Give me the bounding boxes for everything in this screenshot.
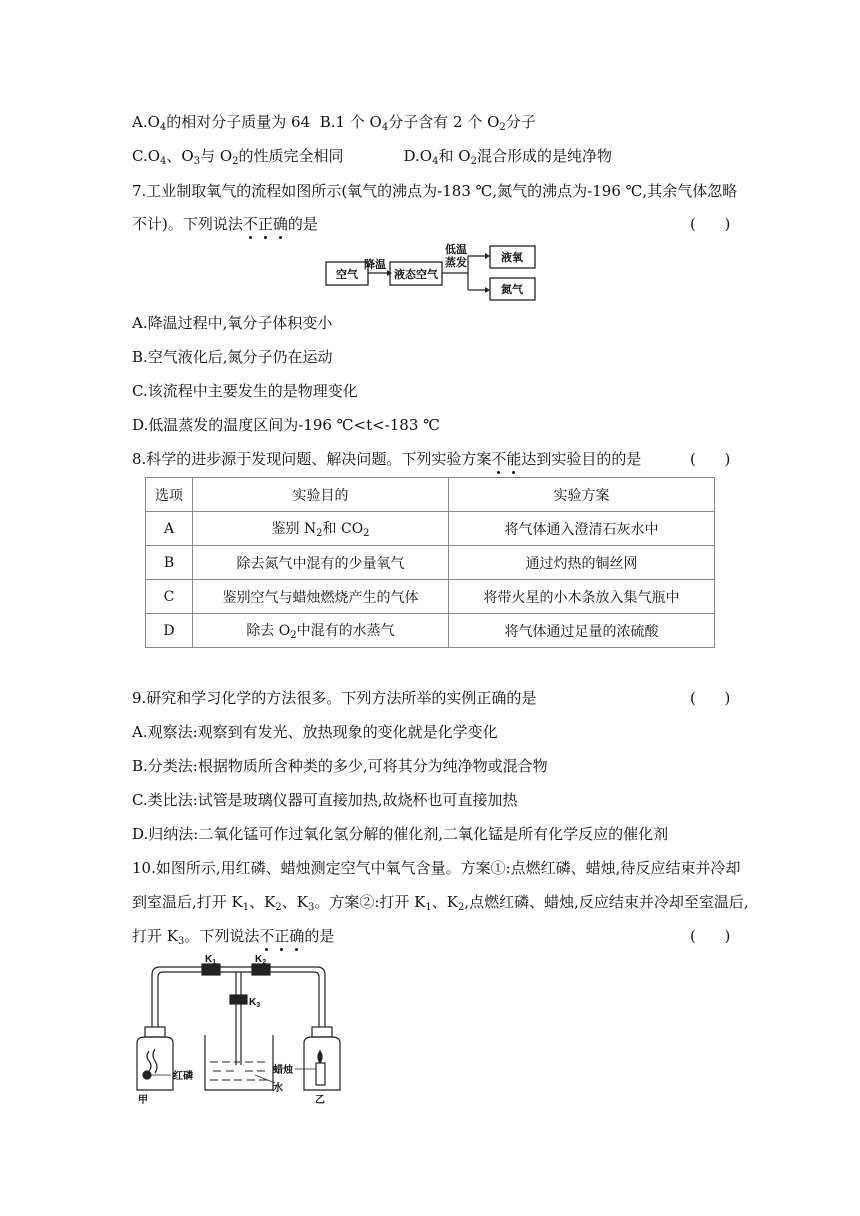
label-candle: 蜡烛	[273, 1065, 293, 1076]
q7-stem-line1: 7.工业制取氧气的流程如图所示(氧气的沸点为-183 ℃,氮气的沸点为-196 ℃,其余气体忽略	[132, 182, 738, 200]
q10-apparatus-diagram	[125, 955, 370, 1105]
red-phosphorus	[143, 1071, 151, 1079]
row-option: A	[146, 512, 193, 546]
row-plan: 将气体通过足量的浓硫酸	[449, 614, 715, 648]
q7-stem-line2: 不计)。下列说法不正确的是	[132, 215, 318, 233]
row-plan: 通过灼热的铜丝网	[449, 546, 715, 580]
table-row	[146, 614, 715, 648]
row-goal: 除去氮气中混有的少量氧气	[193, 546, 449, 580]
flow-air-text: 空气	[336, 269, 358, 281]
svg-text:K3: $K_3$	[249, 997, 261, 1009]
clamp-k1	[202, 964, 220, 975]
flow-liquid-oxygen-text: 液氧	[501, 252, 523, 264]
table-row	[146, 546, 715, 580]
flow-step-evap-b: 蒸发	[445, 257, 467, 269]
flow-step-evap-a: 低温	[445, 244, 467, 256]
q8-experiment-table	[145, 477, 715, 648]
q9-option-a: A.观察法:观察到有发光、放热现象的变化就是化学变化	[132, 723, 498, 741]
label-water: 水	[273, 1083, 283, 1094]
clamp-k3	[230, 995, 247, 1004]
flow-step-cool: 降温	[364, 259, 386, 271]
q6-options-ab: $A.O_4$的相对分子质量为 64 B.1 个 $O_4$分子含有 2 个 $O_2$分子	[132, 113, 536, 133]
q7-option-a: A.降温过程中,氧分子体积变小	[132, 314, 333, 332]
q9-option-c: C.类比法:试管是玻璃仪器可直接加热,故烧杯也可直接加热	[132, 791, 518, 809]
row-goal: 鉴别 $N_2$和 $CO_2$	[193, 512, 449, 546]
q8-stem: 8.科学的进步源于发现问题、解决问题。下列实验方案不能达到实验目的的是	[132, 450, 642, 468]
stopper-jia	[145, 1027, 165, 1037]
header-option: 选项	[146, 478, 193, 512]
flow-nitrogen-text: 氮气	[501, 284, 523, 296]
row-plan: 将带火星的小木条放入集气瓶中	[449, 580, 715, 614]
svg-text:K1: $K_1$	[205, 955, 217, 966]
label-yi: 乙	[315, 1095, 325, 1105]
label-k2: K	[255, 955, 263, 965]
row-option: D	[146, 614, 193, 648]
q10-stem-line2: 到室温后,打开 $K_1$、$K_2$、$K_3$。方案②:打开 $K_1$、$K_2$,点燃红磷、蜡烛,反应结束并冷却至室温后,	[132, 893, 749, 913]
table-row	[146, 512, 715, 546]
table-header-row	[146, 478, 715, 512]
q7-option-c: C.该流程中主要发生的是物理变化	[132, 382, 358, 400]
candle	[316, 1063, 325, 1085]
row-option: C	[146, 580, 193, 614]
flow-liquid-text: 液态空气	[394, 269, 438, 281]
row-goal: 鉴别空气与蜡烛燃烧产生的气体	[193, 580, 449, 614]
stopper-yi	[312, 1027, 332, 1037]
row-option: B	[146, 546, 193, 580]
label-red-phosphorus: 红磷	[173, 1071, 193, 1082]
row-plan: 将气体通入澄清石灰水中	[449, 512, 715, 546]
label-k3: K	[249, 997, 257, 1008]
svg-text:K2: $K_2$	[255, 955, 267, 966]
q7-option-d: D.低温蒸发的温度区间为-196 ℃<t<-183 ℃	[132, 416, 440, 434]
q7-flow-diagram	[320, 240, 545, 302]
q9-answer-paren[interactable]: ( )	[690, 689, 731, 707]
q6-options-cd: $C.O_4$、$O_3$与 $O_2$的性质完全相同 $D.O_4$和 $O_2$混合形成的是纯净物	[132, 147, 612, 167]
clamp-k2	[252, 964, 270, 975]
q9-option-b: B.分类法:根据物质所含种类的多少,可将其分为纯净物或混合物	[132, 757, 548, 775]
q9-option-d: D.归纳法:二氧化锰可作过氧化氢分解的催化剂,二氧化锰是所有化学反应的催化剂	[132, 825, 669, 843]
header-plan: 实验方案	[449, 478, 715, 512]
q10-stem-line1: 10.如图所示,用红磷、蜡烛测定空气中氧气含量。方案①:点燃红磷、蜡烛,待反应结束并冷却	[132, 859, 741, 877]
bottle-jia	[137, 1037, 173, 1090]
q7-answer-paren[interactable]: ( )	[690, 215, 731, 233]
q10-answer-paren[interactable]: ( )	[690, 927, 731, 945]
row-goal: 除去 $O_2$中混有的水蒸气	[193, 614, 449, 648]
q10-stem-line3: 打开 $K_3$。下列说法不正确的是	[132, 927, 335, 947]
q8-answer-paren[interactable]: ( )	[690, 450, 731, 468]
table-row	[146, 580, 715, 614]
label-jia: 甲	[138, 1095, 148, 1105]
q7-option-b: B.空气液化后,氮分子仍在运动	[132, 348, 333, 366]
label-k1: K	[205, 955, 213, 965]
q9-stem: 9.研究和学习化学的方法很多。下列方法所举的实例正确的是	[132, 689, 537, 707]
header-goal: 实验目的	[193, 478, 449, 512]
beaker	[205, 1035, 273, 1090]
